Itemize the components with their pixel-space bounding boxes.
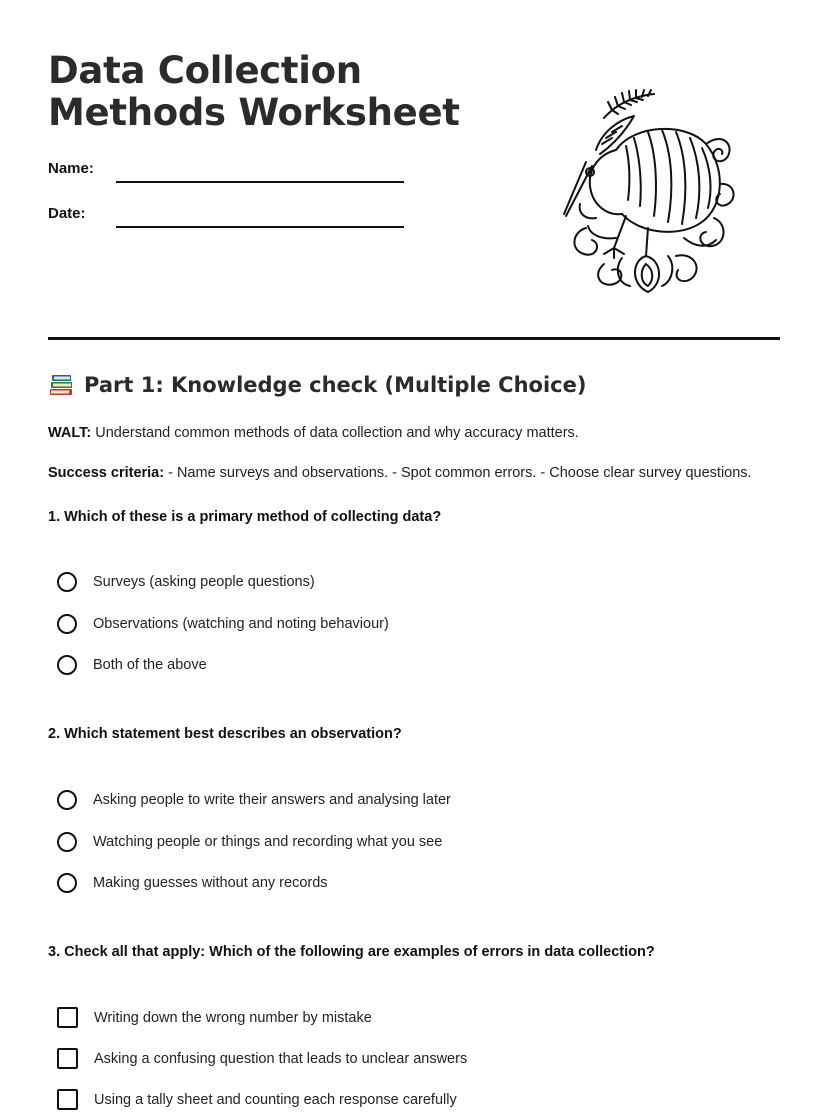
option-label: Watching people or things and recording what you see <box>93 834 443 850</box>
q2-option-3[interactable] <box>57 873 328 893</box>
radio-button[interactable] <box>57 790 77 810</box>
q1-option-3[interactable] <box>57 655 207 675</box>
walt-line <box>48 425 579 441</box>
radio-button[interactable] <box>57 873 77 893</box>
question-3: 3. Check all that apply: Which of the following are examples of errors in data collection? <box>48 944 655 960</box>
walt-text: Understand common methods of data collection and why accuracy matters. <box>91 425 579 441</box>
question-1: 1. Which of these is a primary method of collecting data? <box>48 509 442 525</box>
question-2: 2. Which statement best describes an observation? <box>48 726 402 742</box>
date-field <box>48 205 404 222</box>
kiwi-bird-icon <box>556 88 736 296</box>
books-icon <box>48 372 74 398</box>
checkbox[interactable] <box>57 1089 78 1110</box>
radio-button[interactable] <box>57 572 77 592</box>
option-label: Using a tally sheet and counting each response carefully <box>94 1091 457 1108</box>
option-label: Both of the above <box>93 657 207 673</box>
q1-option-2[interactable] <box>57 614 389 634</box>
name-input-line[interactable] <box>116 167 404 183</box>
success-criteria-text: - Name surveys and observations. - Spot common errors. - Choose clear survey questions. <box>164 465 752 481</box>
radio-button[interactable] <box>57 655 77 675</box>
radio-button[interactable] <box>57 614 77 634</box>
radio-button[interactable] <box>57 832 77 852</box>
success-criteria-label: Success criteria: <box>48 465 165 481</box>
name-label: Name: <box>48 160 94 177</box>
option-label: Writing down the wrong number by mistake <box>94 1009 372 1026</box>
q1-option-1[interactable] <box>57 572 315 592</box>
checkbox[interactable] <box>57 1048 78 1069</box>
option-label: Making guesses without any records <box>93 875 328 891</box>
checkbox[interactable] <box>57 1007 78 1028</box>
part-1-title: Part 1: Knowledge check (Multiple Choice) <box>84 373 587 397</box>
section-divider <box>48 337 780 340</box>
q3-option-1[interactable] <box>57 1007 372 1028</box>
q3-option-2[interactable] <box>57 1048 467 1069</box>
date-label: Date: <box>48 205 86 222</box>
title-line-2: Methods Worksheet <box>48 91 460 134</box>
q2-option-1[interactable] <box>57 790 451 810</box>
option-label: Surveys (asking people questions) <box>93 574 315 590</box>
part-1-heading <box>48 372 586 398</box>
option-label: Observations (watching and noting behaviour) <box>93 616 389 632</box>
title-line-1: Data Collection <box>48 49 362 92</box>
name-field <box>48 160 404 177</box>
option-label: Asking a confusing question that leads to unclear answers <box>94 1050 468 1067</box>
walt-label: WALT: <box>48 425 92 441</box>
option-label: Asking people to write their answers and analysing later <box>93 792 451 808</box>
date-input-line[interactable] <box>116 212 404 228</box>
worksheet-title <box>48 50 460 134</box>
q2-option-2[interactable] <box>57 832 442 852</box>
success-criteria-line <box>48 465 752 481</box>
q3-option-3[interactable] <box>57 1089 457 1110</box>
